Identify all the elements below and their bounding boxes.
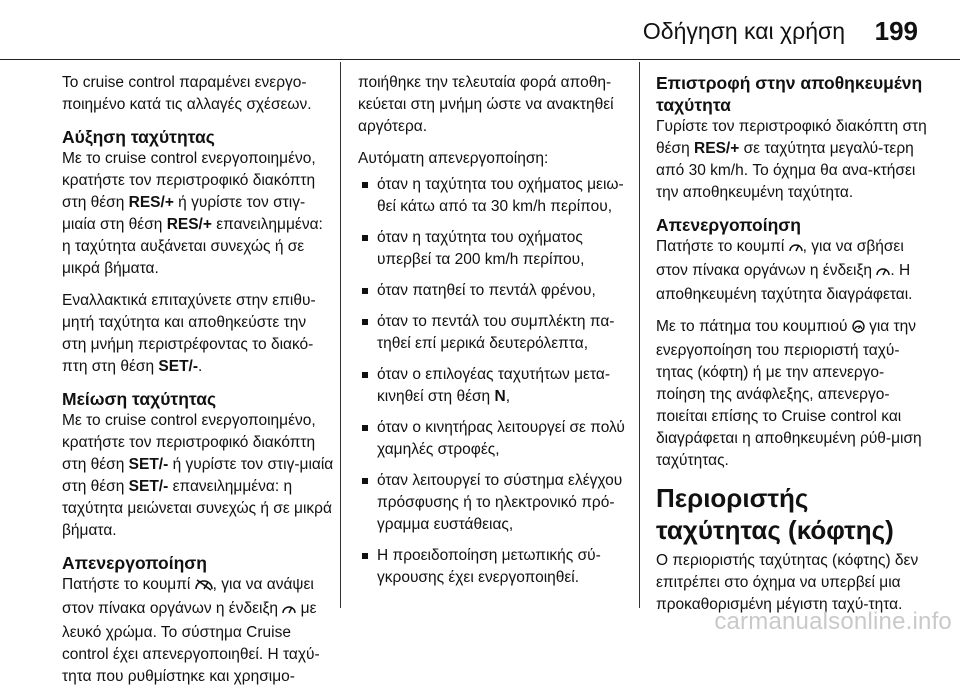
column-divider-2: [639, 62, 640, 608]
intro-paragraph: Το cruise control παραμένει ενεργο-ποιημένο κατά τις αλλαγές σχέσεων.: [62, 74, 312, 113]
list-item: όταν λειτουργεί το σύστημα ελέγχου πρόσφυσης ή το ηλεκτρονικό πρό-γραμμα ευστάθειας,: [358, 470, 633, 536]
deactivation-paragraph: Πατήστε το κουμπί , για να ανάψει στον πίνακα οργάνων η ένδειξη με λευκό χρώμα. Το σύστημα Cruise control έχει απενεργοποιηθεί. Η ταχύ-τητα που ρυθμίστηκε και χρησιμο-: [62, 576, 320, 685]
cruise-control-indicator-icon: [789, 238, 803, 260]
column-divider-1: [340, 62, 341, 608]
set-minus-label: SET/-: [128, 456, 169, 473]
page-number: 199: [874, 16, 918, 46]
speed-increase-paragraph-1: Με το cruise control ενεργοποιημένο, κρατήστε τον περιστροφικό διακόπτη στη θέση RES/+ ή γυρίστε τον στιγ-μιαία στη θέση RES/+ επανειλημμένα: η ταχύτητα αυξάνεται συνεχώς ή σε μικρά βήματα.: [62, 150, 323, 277]
auto-deactivation-list: [358, 174, 633, 589]
deactivation-paragraph-2: Με το πάτημα του κουμπιού για την ενεργοποίηση του περιοριστή ταχύ-τητας (κόφτη) ή με την απενεργο-ποίηση της ανάφλεξης, απενεργο-ποιείται επίσης το Cruise control και διαγράφεται η αποθηκευμένη ρύθ-μιση ταχύτητας.: [656, 318, 922, 469]
list-item: Η προειδοποίηση μετωπικής σύ-γκρουσης έχει ενεργοποιηθεί.: [358, 545, 633, 589]
cruise-control-indicator-icon: [876, 262, 890, 284]
heading-speed-limiter: Περιοριστής ταχύτητας (κόφτης): [656, 483, 894, 545]
speed-increase-paragraph-2: Εναλλακτικά επιταχύνετε στην επιθυ-μητή ταχύτητα και αποθηκεύστε την στη μνήμη περιστρέφοντας το διακό-πτη στη θέση SET/-.: [62, 292, 316, 375]
column-3: [656, 72, 928, 616]
heading-deactivation: Απενεργοποίηση: [62, 553, 207, 573]
continued-paragraph: ποιήθηκε την τελευταία φορά αποθη-κεύεται στη μνήμη ώστε να ανακτηθεί αργότερα.: [358, 74, 614, 135]
deactivation-paragraph-1: Πατήστε το κουμπί , για να σβήσει στον πίνακα οργάνων η ένδειξη . Η αποθηκευμένη ταχύτητα διαγράφεται.: [656, 238, 913, 303]
heading-recall-speed: Επιστροφή στην αποθηκευμένη ταχύτητα: [656, 73, 923, 115]
list-item: όταν η ταχύτητα του οχήματος μειω-θεί κάτω από τα 30 km/h περίπου,: [358, 174, 633, 218]
column-2: [358, 72, 633, 598]
cruise-control-off-button-icon: [195, 576, 213, 598]
column-1: [62, 72, 334, 688]
res-plus-label: RES/+: [166, 216, 212, 233]
header-rule: [0, 59, 960, 60]
list-item: όταν ο επιλογέας ταχυτήτων μετα-κινηθεί στη θέση N,: [358, 364, 633, 408]
speed-limiter-paragraph: Ο περιοριστής ταχύτητας (κόφτης) δεν επιτρέπει στο όχημα να υπερβεί μια προκαθορισμένη μέγιστη ταχύ-τητα.: [656, 552, 919, 613]
list-item: όταν η ταχύτητα του οχήματος υπερβεί τα 200 km/h περίπου,: [358, 227, 633, 271]
heading-deactivation: Απενεργοποίηση: [656, 215, 801, 235]
set-minus-label: SET/-: [128, 478, 169, 495]
set-minus-label: SET/-: [158, 358, 199, 375]
speed-limiter-button-icon: [852, 318, 865, 340]
list-item: όταν το πεντάλ του συμπλέκτη πα-τηθεί επί μερικά δευτερόλεπτα,: [358, 311, 633, 355]
watermark: carmanualsonline.info: [714, 608, 952, 635]
gear-n-label: N: [494, 388, 506, 405]
section-title: Οδήγηση και χρήση: [642, 18, 845, 44]
res-plus-label: RES/+: [128, 194, 174, 211]
res-plus-label: RES/+: [694, 140, 740, 157]
heading-speed-increase: Αύξηση ταχύτητας: [62, 127, 215, 147]
heading-speed-decrease: Μείωση ταχύτητας: [62, 389, 217, 409]
auto-deactivation-intro: Αυτόματη απενεργοποίηση:: [358, 150, 549, 167]
list-item: όταν ο κινητήρας λειτουργεί σε πολύ χαμηλές στροφές,: [358, 417, 633, 461]
recall-speed-paragraph: Γυρίστε τον περιστροφικό διακόπτη στη θέση RES/+ σε ταχύτητα μεγαλύ-τερη από 30 km/h. Το όχημα θα ανα-κτήσει την αποθηκευμένη ταχύτητα.: [656, 118, 927, 201]
speed-decrease-paragraph: Με το cruise control ενεργοποιημένο, κρατήστε τον περιστροφικό διακόπτη στη θέση SET/- ή γυρίστε τον στιγ-μιαία στη θέση SET/- επανειλημμένα: η ταχύτητα μειώνεται συνεχώς ή σε μικρά βήματα.: [62, 412, 334, 539]
cruise-control-indicator-icon: [282, 600, 296, 622]
list-item: όταν πατηθεί το πεντάλ φρένου,: [358, 280, 633, 302]
